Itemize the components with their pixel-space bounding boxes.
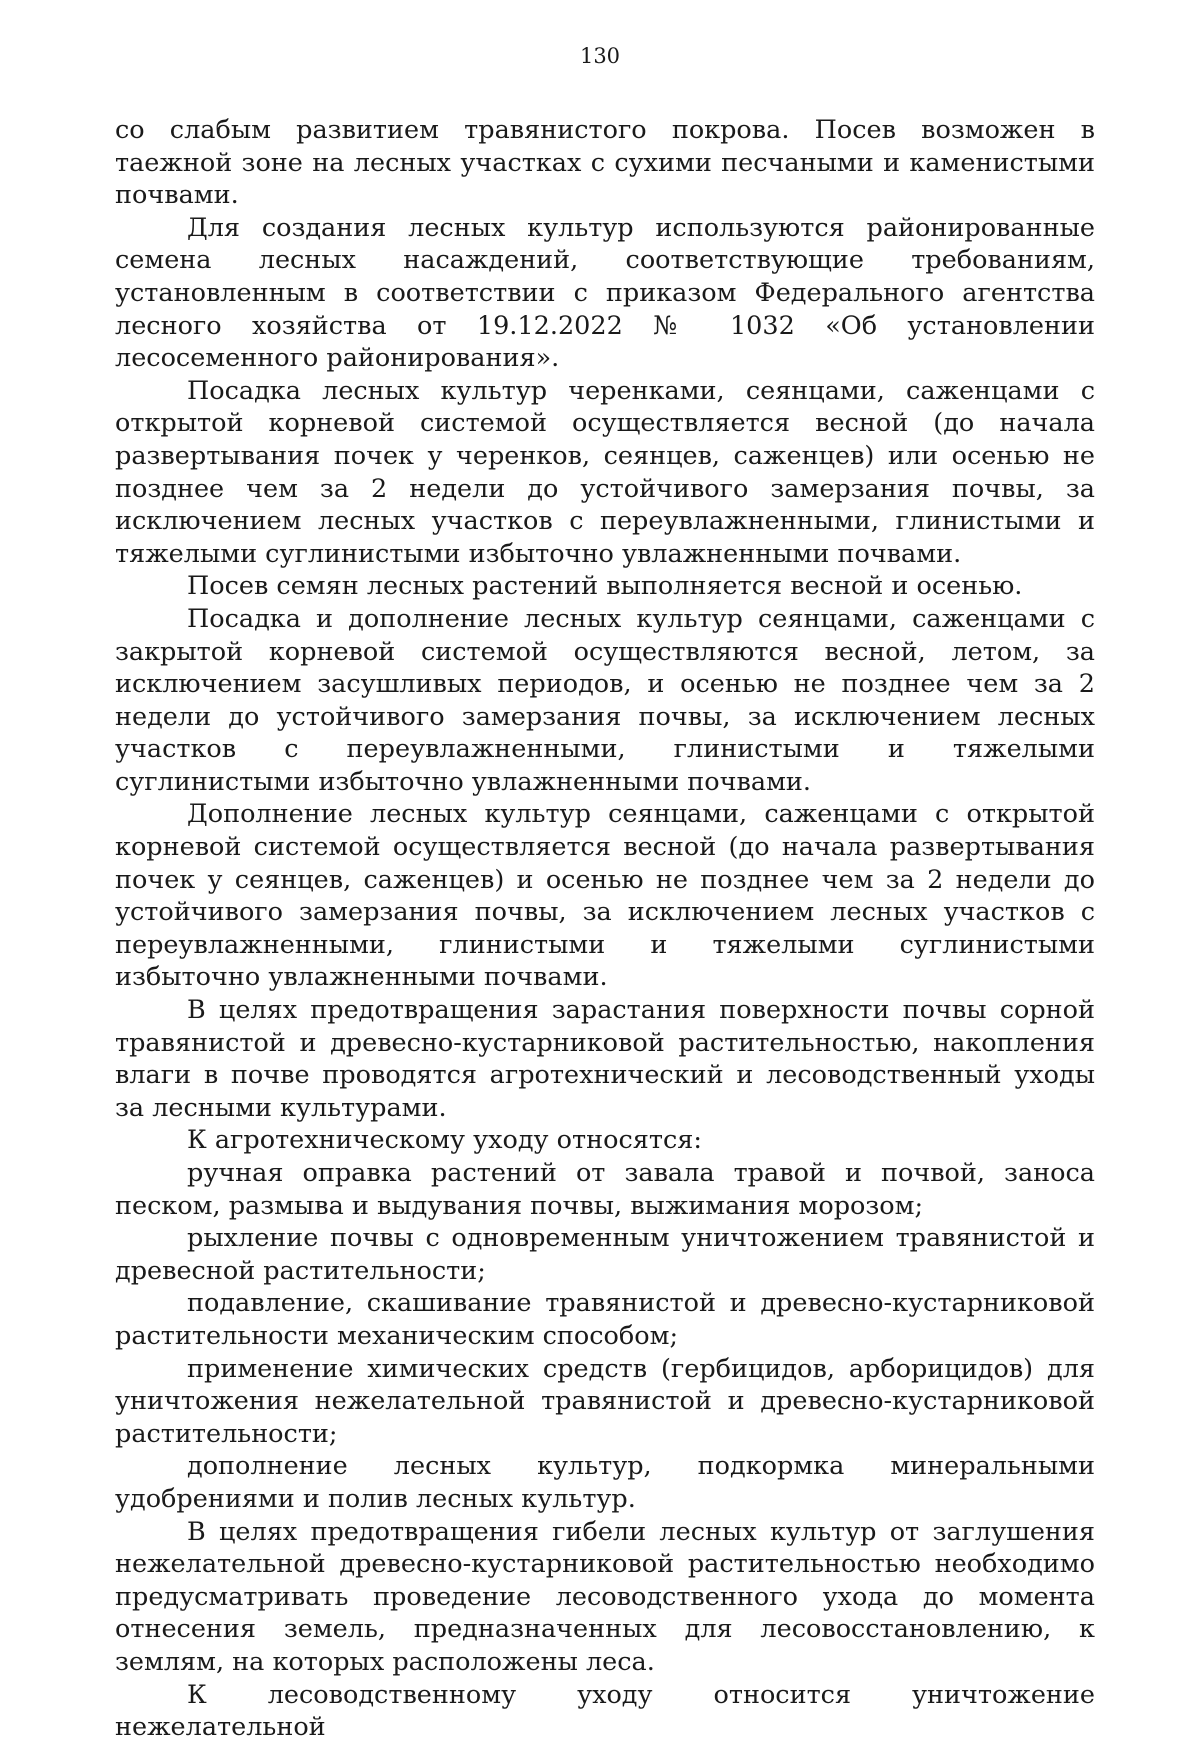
paragraph: Посадка лесных культур черенками, сеянцами, саженцами с открытой корневой системой осуществляется весной (до начала развертывания почек у черенков, сеянцев, саженцев) или осенью не позднее чем за 2 недели до устойчивого замерзания почвы, за исключением лесных участков с переувлажненными, глинистыми и тяжелыми суглинистыми избыточно увлажненными почвами. xyxy=(115,375,1095,569)
paragraph: Дополнение лесных культур сеянцами, саженцами с открытой корневой системой осуществляется весной (до начала развертывания почек у сеянцев, саженцев) и осенью не позднее чем за 2 недели до устойчивого замерзания почвы, за исключением лесных участков с переувлажненными, глинистыми и тяжелыми суглинистыми избыточно увлажненными почвами. xyxy=(115,799,1095,993)
paragraph: В целях предотвращения зарастания поверхности почвы сорной травянистой и древесно-кустарниковой растительностью, накопления влаги в почве проводятся агротехнический и лесоводственный уходы за лесными культурами. xyxy=(115,995,1095,1123)
paragraph: со слабым развитием травянистого покрова. Посев возможен в таежной зоне на лесных участках с сухими песчаными и каменистыми почвами. xyxy=(115,115,1095,211)
document-body xyxy=(115,114,1095,1744)
paragraph: К агротехническому уходу относятся: xyxy=(187,1125,702,1156)
paragraph: применение химических средств (гербицидов, арборицидов) для уничтожения нежелательной травянистой и древесно-кустарниковой растительности; xyxy=(115,1353,1095,1449)
paragraph: Посадка и дополнение лесных культур сеянцами, саженцами с закрытой корневой системой осуществляются весной, летом, за исключением засушливых периодов, и осенью не позднее чем за 2 недели до устойчивого замерзания почвы, за исключением лесных участков с переувлажненными, глинистыми и тяжелыми суглинистыми избыточно увлажненными почвами. xyxy=(115,603,1095,797)
paragraph: К лесоводственному уходу относится уничтожение нежелательной xyxy=(115,1679,1095,1743)
page-number: 130 xyxy=(579,44,621,68)
paragraph: В целях предотвращения гибели лесных культур от заглушения нежелательной древесно-кустарниковой растительностью необходимо предусматривать проведение лесоводственного ухода до момента отнесения земель, предназначенных для лесовосстановлению, к землям, на которых расположены леса. xyxy=(115,1516,1095,1677)
paragraph: дополнение лесных культур, подкормка минеральными удобрениями и полив лесных культур. xyxy=(115,1451,1095,1514)
paragraph: подавление, скашивание травянистой и древесно-кустарниковой растительности механическим способом; xyxy=(115,1288,1095,1351)
paragraph: рыхление почвы с одновременным уничтожением травянистой и древесной растительности; xyxy=(115,1223,1095,1286)
paragraph: Для создания лесных культур используются районированные семена лесных насаждений, соответствующие требованиям, установленным в соответствии с приказом Федерального агентства лесного хозяйства от 19.12.2022 № 1032 «Об установлении лесосеменного районирования». xyxy=(115,212,1095,374)
paragraph: Посев семян лесных растений выполняется весной и осенью. xyxy=(187,571,1023,602)
paragraph: ручная оправка растений от завала травой и почвой, заноса песком, размыва и выдувания почвы, выжимания морозом; xyxy=(115,1158,1095,1221)
